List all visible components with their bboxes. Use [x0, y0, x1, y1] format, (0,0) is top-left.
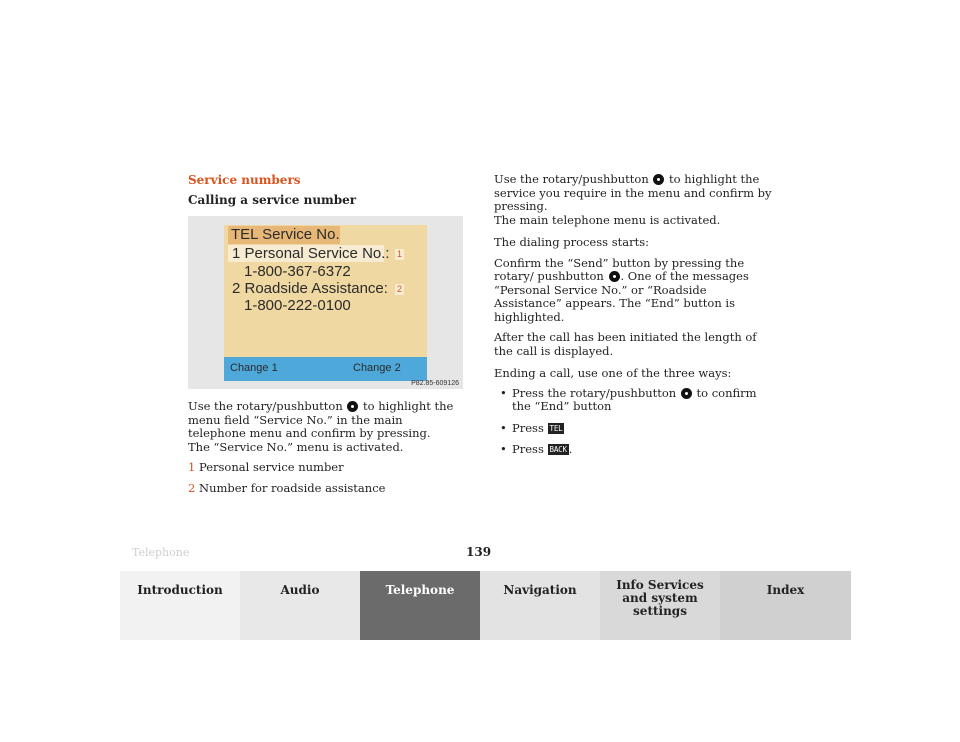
screen-line-personal: 1 Personal Service No.:: [232, 245, 390, 262]
bullet-2-text: Press: [512, 420, 544, 435]
right-paragraph-5: Ending a call, use one of the three ways:: [494, 366, 732, 380]
right-p1-end: to highlight the service you require in the menu and confirm by pressing.: [494, 172, 772, 213]
tab-info-services[interactable]: Info Services and system settings: [600, 571, 720, 640]
tab-introduction[interactable]: Introduction: [120, 571, 240, 640]
left-paragraph: [188, 400, 463, 454]
tab-telephone[interactable]: Telephone: [360, 571, 480, 640]
screen-number-personal: 1-800-367-6372: [244, 263, 351, 280]
rotary-pushbutton-icon: [347, 401, 358, 412]
left-p1-result: The “Service No.” menu is activated.: [188, 439, 404, 454]
bullet-1-start: Press the rotary/pushbutton: [512, 385, 677, 400]
page-subtitle: Calling a service number: [188, 193, 357, 207]
left-p1-start: Use the rotary/pushbutton: [188, 399, 343, 413]
service-number-screen-figure: [188, 216, 463, 389]
right-p1-start: Use the rotary/pushbutton: [494, 172, 649, 186]
list-number: 2: [188, 480, 196, 495]
right-p3-end: . One of the messages “Personal Service No.” or “Roadside Assistance” appears. The “End” button is highlighted.: [494, 269, 749, 324]
rotary-pushbutton-icon: [653, 174, 664, 185]
rotary-pushbutton-icon: [609, 271, 620, 282]
right-paragraph-3: [494, 257, 774, 325]
numbered-list: [188, 461, 463, 495]
left-p1-end: to highlight the menu field “Service No.” in the main telephone menu and confirm by pressing.: [188, 399, 454, 440]
list-item: [494, 443, 774, 457]
section-title: Service numbers: [188, 173, 301, 187]
tab-index[interactable]: Index: [720, 571, 851, 640]
list-item: [494, 422, 774, 436]
screen-title: TEL Service No.: [228, 226, 340, 244]
telephone-display: [224, 225, 427, 381]
right-column: [494, 173, 774, 465]
callout-1: 1: [396, 249, 402, 259]
screen-number-roadside: 1-800-222-0100: [244, 297, 351, 314]
bullet-3-end: .: [568, 442, 573, 456]
softkey-bar: [224, 357, 427, 381]
bullet-3-text: Press: [512, 442, 544, 456]
right-paragraph-1: [494, 173, 774, 227]
list-item: [494, 387, 774, 414]
right-p3-start: Confirm the “Send” button by pressing the rotary/ pushbutton: [494, 255, 745, 283]
rotary-pushbutton-icon: [681, 388, 692, 399]
figure-code: P82.85-609126: [411, 380, 459, 387]
tel-key-icon: TEL: [549, 423, 563, 433]
back-key-icon: BACK: [549, 445, 567, 454]
tab-audio[interactable]: Audio: [240, 571, 360, 640]
softkey-change-2: Change 2: [353, 362, 401, 374]
tab-navigation[interactable]: Navigation: [480, 571, 600, 640]
softkey-change-1: Change 1: [230, 362, 278, 374]
left-column: [188, 400, 463, 495]
list-text: Personal service number: [199, 460, 344, 474]
right-p1-result: The main telephone menu is activated.: [494, 212, 721, 227]
list-item: [188, 461, 463, 475]
callout-2: 2: [396, 284, 402, 294]
list-number: 1: [188, 460, 196, 474]
footer-section-label: Telephone: [132, 546, 190, 559]
right-paragraph-2: The dialing process starts:: [494, 235, 649, 249]
list-item: [188, 482, 463, 496]
bullet-1-end: to confirm the “End” button: [512, 385, 757, 413]
right-paragraph-4: After the call has been initiated the length of the call is displayed.: [494, 330, 757, 358]
page-number: 139: [466, 545, 492, 559]
list-text: Number for roadside assistance: [199, 480, 386, 495]
ending-options-list: [494, 387, 774, 457]
screen-line-roadside: 2 Roadside Assistance:: [232, 280, 388, 297]
